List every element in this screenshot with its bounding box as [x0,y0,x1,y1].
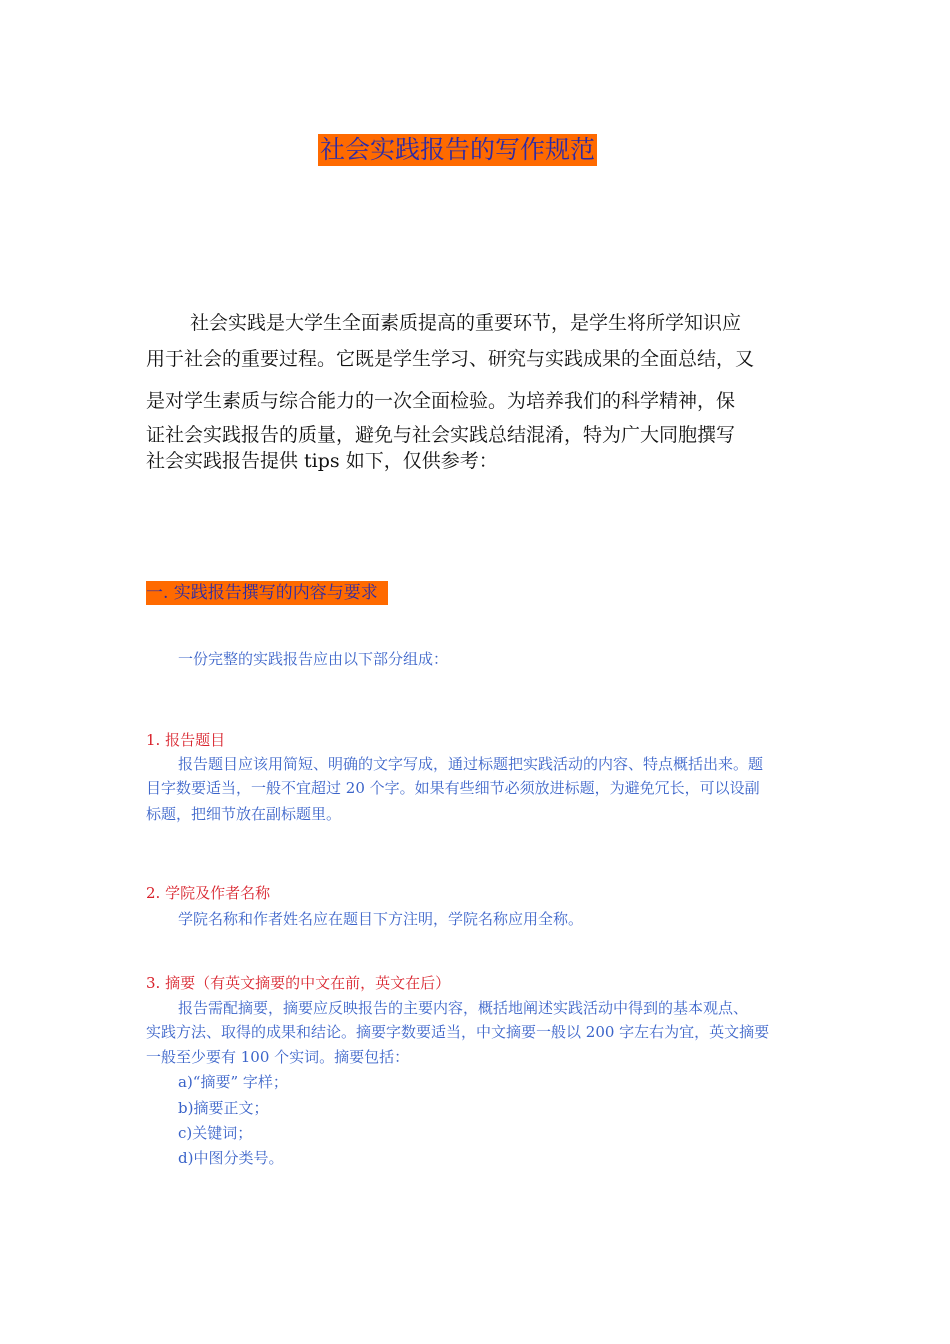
list-item: c)关键词； [178,1124,253,1142]
intro-line: 用于社会的重要过程。它既是学生学习、研究与实践成果的全面总结，又 [146,348,755,370]
item-line: 一般至少要有 100 个实词。摘要包括： [146,1048,410,1066]
section-heading: 一. 实践报告撰写的内容与要求 [146,581,388,605]
item-title: 3. 摘要（有英文摘要的中文在前，英文在后） [146,974,451,992]
section-lead: 一份完整的实践报告应由以下部分组成： [178,650,449,668]
item-title: 1. 报告题目 [146,731,226,749]
intro-paragraph [146,308,808,476]
item-line: 目字数要适当，一般不宜超过 20 个字。如果有些细节必须放进标题，为避免冗长，可以设副 [146,779,760,797]
intro-line: 证社会实践报告的质量，避免与社会实践总结混淆，特为广大同胞撰写 [146,424,736,446]
item-title: 2. 学院及作者名称 [146,884,271,902]
item-line: 学院名称和作者姓名应在题目下方注明，学院名称应用全称。 [178,910,584,928]
item-line: 标题，把细节放在副标题里。 [146,805,342,823]
intro-line: 是对学生素质与综合能力的一次全面检验。为培养我们的科学精神，保 [146,390,736,412]
item-line: 报告题目应该用简短、明确的文字写成，通过标题把实践活动的内容、特点概括出来。题 [178,755,764,773]
list-item: d)中图分类号。 [178,1149,284,1167]
intro-line: 社会实践是大学生全面素质提高的重要环节，是学生将所学知识应 [190,312,742,334]
item-line: 实践方法、取得的成果和结论。摘要字数要适当，中文摘要一般以 200 字左右为宜，英文摘要 [146,1023,770,1041]
intro-line: 社会实践报告提供 tips 如下，仅供参考： [146,450,498,472]
list-item: a)“摘要” 字样； [178,1073,288,1091]
document-title: 社会实践报告的写作规范 [320,135,596,164]
item-line: 报告需配摘要，摘要应反映报告的主要内容，概括地阐述实践活动中得到的基本观点、 [178,999,749,1017]
list-item: b)摘要正文； [178,1099,269,1117]
